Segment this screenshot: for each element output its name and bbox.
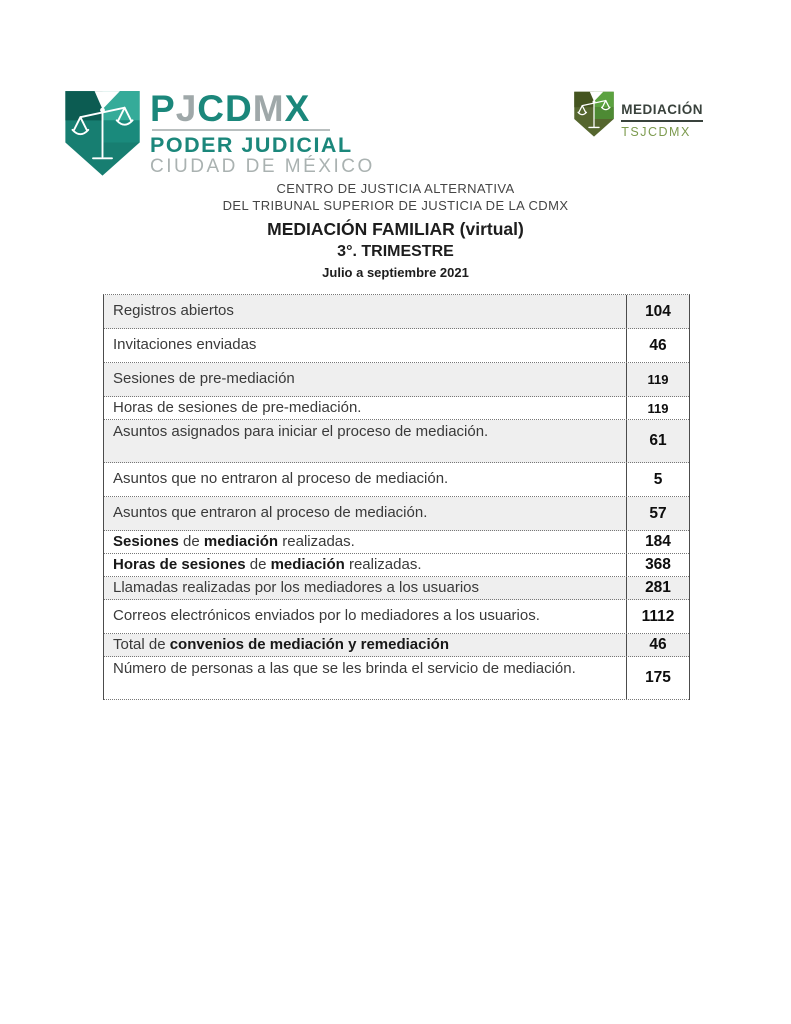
table-row xyxy=(104,295,689,329)
wordmark-letter: C xyxy=(197,88,225,129)
report-title: MEDIACIÓN FAMILIAR (virtual) xyxy=(267,219,524,240)
table-row xyxy=(104,657,689,700)
wordmark-letter: D xyxy=(225,88,253,129)
stats-table xyxy=(103,294,690,700)
pjcdmx-logo-text xyxy=(150,88,375,178)
row-value: 119 xyxy=(626,363,689,396)
pjcdmx-logo xyxy=(63,88,375,178)
mediacion-shield-icon xyxy=(573,90,615,138)
mediacion-title: MEDIACIÓN xyxy=(621,102,703,117)
row-value: 104 xyxy=(626,295,689,328)
row-value: 368 xyxy=(626,554,689,576)
row-label: Horas de sesiones de mediación realizadas. xyxy=(113,555,422,573)
row-value: 119 xyxy=(626,397,689,419)
ciudad-mexico-text: CIUDAD DE MÉXICO xyxy=(150,155,375,177)
mediacion-logo-text xyxy=(621,90,703,139)
row-value: 46 xyxy=(626,634,689,656)
table-row xyxy=(104,329,689,363)
page-header xyxy=(0,0,791,178)
wordmark-letter: M xyxy=(252,88,285,129)
wordmark-letter: X xyxy=(284,88,311,129)
row-label: Asuntos asignados para iniciar el proceso de mediación. xyxy=(113,423,489,441)
row-value: 5 xyxy=(626,463,689,496)
row-value: 184 xyxy=(626,531,689,553)
table-row xyxy=(104,363,689,397)
poder-judicial-text: PODER JUDICIAL xyxy=(150,133,353,158)
table-row xyxy=(104,600,689,634)
logo-divider-line xyxy=(152,129,330,131)
row-label: Llamadas realizadas por los mediadores a los usuarios xyxy=(113,578,480,596)
table-row xyxy=(104,634,689,657)
row-label: Registros abiertos xyxy=(113,302,234,320)
mediacion-logo xyxy=(573,90,703,139)
row-value: 1112 xyxy=(626,600,689,633)
row-value: 46 xyxy=(626,329,689,362)
title-block xyxy=(0,181,791,282)
report-date-range: Julio a septiembre 2021 xyxy=(322,264,469,280)
table-row xyxy=(104,397,689,420)
wordmark-letter: P xyxy=(150,88,176,129)
org-line-2: DEL TRIBUNAL SUPERIOR DE JUSTICIA DE LA CDMX xyxy=(222,197,569,213)
row-label: Correos electrónicos enviados por lo mediadores a los usuarios. xyxy=(113,607,540,625)
table-row xyxy=(104,531,689,554)
row-label: Invitaciones enviadas xyxy=(113,336,257,354)
row-label: Sesiones de mediación realizadas. xyxy=(113,532,355,550)
table-row xyxy=(104,554,689,577)
row-value: 175 xyxy=(626,657,689,699)
row-value: 281 xyxy=(626,577,689,599)
org-line-1: CENTRO DE JUSTICIA ALTERNATIVA xyxy=(276,181,515,196)
table-row xyxy=(104,420,689,463)
table-row xyxy=(104,463,689,497)
report-period: 3°. TRIMESTRE xyxy=(337,243,454,260)
row-value: 57 xyxy=(626,497,689,530)
row-label: Total de convenios de mediación y remediación xyxy=(113,635,449,653)
table-row xyxy=(104,577,689,600)
row-value: 61 xyxy=(626,420,689,462)
pjcdmx-wordmark xyxy=(150,88,375,129)
row-label: Asuntos que no entraron al proceso de mediación. xyxy=(113,470,449,488)
row-label: Horas de sesiones de pre-mediación. xyxy=(113,398,362,416)
row-label: Número de personas a las que se les brinda el servicio de mediación. xyxy=(113,660,576,678)
table-row xyxy=(104,497,689,531)
mediacion-underline xyxy=(621,120,703,122)
row-label: Sesiones de pre-mediación xyxy=(113,370,295,388)
tsjcdmx-text: TSJCDMX xyxy=(621,125,691,139)
row-label: Asuntos que entraron al proceso de mediación. xyxy=(113,504,428,522)
wordmark-letter: J xyxy=(175,88,198,129)
pjcdmx-shield-icon xyxy=(63,88,142,178)
